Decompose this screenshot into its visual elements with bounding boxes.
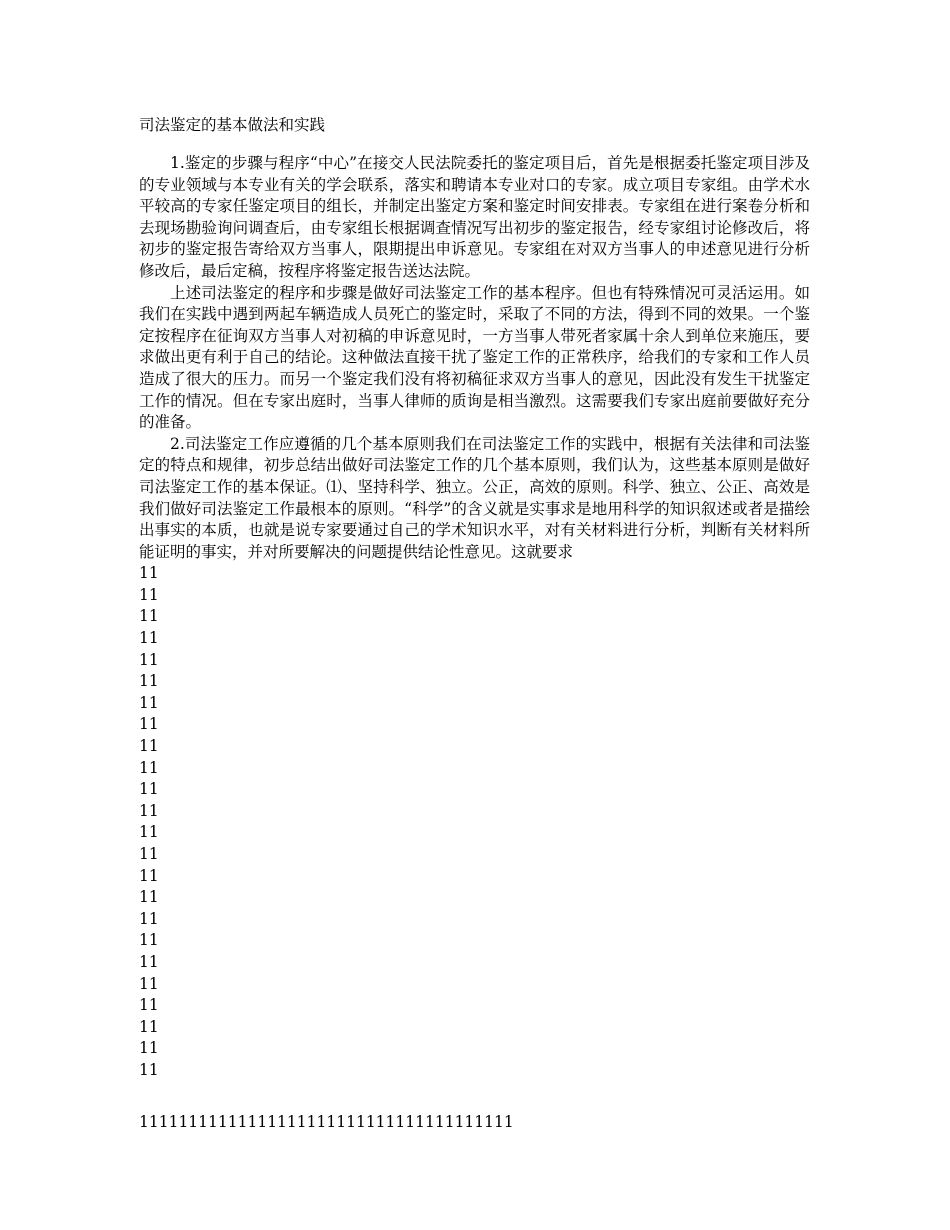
number-line: 11 bbox=[139, 564, 159, 583]
number-line: 11 bbox=[139, 629, 159, 648]
number-line: 11 bbox=[139, 585, 159, 604]
number-line: 11 bbox=[139, 909, 159, 928]
number-line: 11 bbox=[139, 801, 159, 820]
number-line: 11 bbox=[139, 1039, 159, 1058]
number-line: 11 bbox=[139, 715, 159, 734]
number-line: 11 bbox=[139, 996, 159, 1015]
number-line: 11 bbox=[139, 672, 159, 691]
number-line: 11 bbox=[139, 974, 159, 993]
number-line: 11 bbox=[139, 888, 159, 907]
number-line: 11 bbox=[139, 1017, 159, 1036]
paragraph-special-cases: 上述司法鉴定的程序和步骤是做好司法鉴定工作的基本程序。但也有特殊情况可灵活运用。如我们在实践中遇到两起车辆造成人员死亡的鉴定时，采取了不同的方法，得到不同的效果。一个鉴定按程序在征询双方当事人对初稿的申诉意见时，一方当事人带死者家属十余人到单位来施压，要求做出更有利于自己的结论。这种做法直接干扰了鉴定工作的正常秩序，给我们的专家和工作人员造成了很大的压力。而另一个鉴定我们没有将初稿征求双方当事人的意见，因此没有发生干扰鉴定工作的情况。但在专家出庭时，当事人律师的质询是相当激烈。这需要我们专家出庭前要做好充分的准备。 bbox=[139, 283, 810, 432]
number-line: 11 bbox=[139, 845, 159, 863]
number-line: 11 bbox=[139, 952, 159, 971]
number-line: 11 bbox=[139, 693, 159, 712]
number-line: 11 bbox=[139, 931, 159, 950]
number-line: 11 bbox=[139, 650, 159, 669]
number-line: 11 bbox=[139, 758, 159, 777]
number-lines bbox=[139, 563, 810, 1081]
trailing-number-line: 11111111111111111111111111111111111111 bbox=[139, 1112, 514, 1131]
paragraph-principles: 2.司法鉴定工作应遵循的几个基本原则我们在司法鉴定工作的实践中，根据有关法律和司法鉴定的特点和规律，初步总结出做好司法鉴定工作的几个基本原则，我们认为，这些基本原则是做好司法鉴定工作的基本保证。⑴、坚持科学、独立。公正，高效的原则。科学、独立、公正、高效是我们做好司法鉴定工作最根本的原则。“科学”的含义就是实事求是地用科学的知识叙述或者是描绘出事实的本质，也就是说专家要通过自己的学术知识水平，对有关材料进行分析，判断有关材料所能证明的事实，并对所要解决的问题提供结论性意见。这就要求 bbox=[139, 434, 810, 561]
number-line: 11 bbox=[139, 1060, 159, 1079]
number-line: 11 bbox=[139, 823, 159, 842]
document-title: 司法鉴定的基本做法和实践 bbox=[139, 116, 326, 134]
number-line: 11 bbox=[139, 607, 159, 626]
number-line: 11 bbox=[139, 737, 159, 756]
number-line: 11 bbox=[139, 780, 159, 799]
paragraph-procedure: 1.鉴定的步骤与程序“中心”在接交人民法院委托的鉴定项目后，首先是根据委托鉴定项目涉及的专业领域与本专业有关的学会联系，落实和聘请本专业对口的专家。成立项目专家组。由学术水平较高的专家任鉴定项目的组长，并制定出鉴定方案和鉴定时间安排表。专家组在进行案卷分析和去现场勘验询问调查后，由专家组长根据调查情况写出初步的鉴定报告，经专家组讨论修改后，将初步的鉴定报告寄给双方当事人，限期提出申诉意见。专家组在对双方当事人的申述意见进行分析修改后，最后定稿，按程序将鉴定报告送达法院。 bbox=[139, 154, 810, 280]
number-line: 11 bbox=[139, 866, 159, 885]
document-page bbox=[139, 114, 810, 1133]
